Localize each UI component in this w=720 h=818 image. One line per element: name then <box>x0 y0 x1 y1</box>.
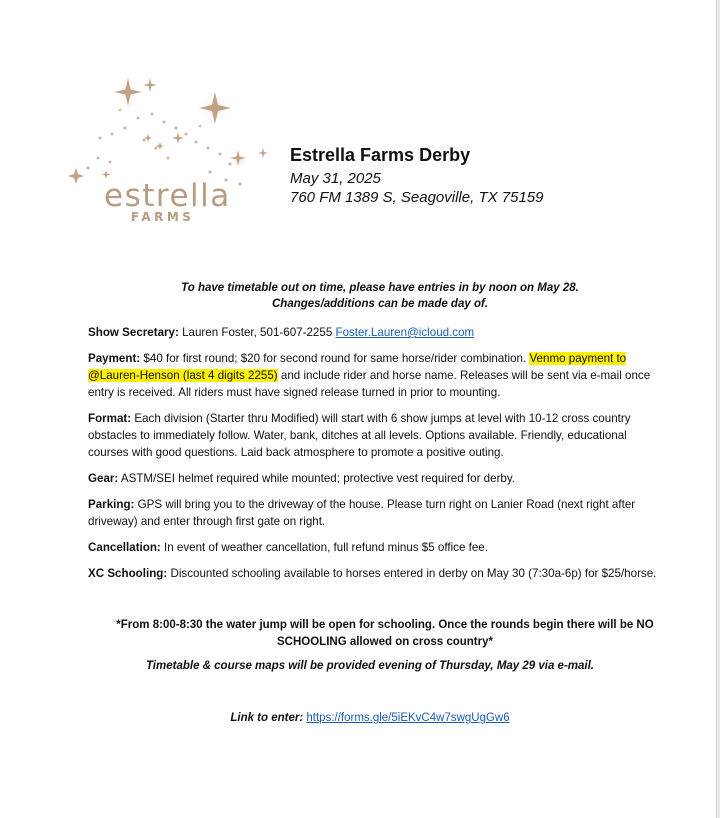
event-header <box>290 145 544 208</box>
event-title: Estrella Farms Derby <box>290 145 471 165</box>
xc-schooling-paragraph <box>88 565 658 582</box>
event-date: May 31, 2025 <box>290 170 381 187</box>
parking-text: GPS will bring you to the driveway of the house. Please turn right on Lanier Road (next right after driveway) and enter through first gate on right. <box>88 498 636 528</box>
show-secretary-label: Show Secretary: <box>88 326 179 339</box>
enter-link-line <box>80 712 660 724</box>
show-secretary-paragraph <box>88 324 658 341</box>
payment-text-1: $40 for first round; $20 for second round for same horse/rider combination. <box>140 352 530 365</box>
payment-paragraph <box>88 350 658 401</box>
water-jump-schooling-note: *From 8:00-8:30 the water jump will be open for schooling. Once the rounds begin there will be NO SCHOOLING allowed on cross country* <box>116 619 654 648</box>
entry-form-link[interactable]: https://forms.gle/5iEKvC4w7swgUgGw6 <box>306 712 510 724</box>
details-body <box>88 324 658 591</box>
venmo-highlight: Venmo payment to @Lauren-Henson (last 4 digits 2255) <box>88 352 627 382</box>
xc-schooling-label: XC Schooling: <box>88 567 168 580</box>
parking-label: Parking: <box>88 498 135 511</box>
gear-text: ASTM/SEI helmet required while mounted; protective vest required for derby. <box>118 472 516 485</box>
timetable-note: Timetable & course maps will be provided evening of Thursday, May 29 via e-mail. <box>145 660 594 672</box>
parking-paragraph <box>88 496 658 530</box>
cancellation-text: In event of weather cancellation, full refund minus $5 office fee. <box>160 541 488 554</box>
logo-wordmark: estrella <box>104 178 231 214</box>
cancellation-paragraph <box>88 539 658 556</box>
cancellation-label: Cancellation: <box>88 541 161 554</box>
xc-schooling-text: Discounted schooling available to horses entered in derby on May 30 (7:30a-6p) for $25/horse. <box>167 567 657 580</box>
format-label: Format: <box>88 412 132 425</box>
secretary-email-link[interactable]: Foster.Lauren@icloud.com <box>335 326 475 339</box>
format-text: Each division (Starter thru Modified) will start with 6 show jumps at level with 10-12 cross country obstacles to immediately follow. Water, bank, ditches at all levels. Options available. Friendly, educational courses with good questions. Laid back atmosphere to promote a positive outing. <box>88 412 631 459</box>
enter-link-label: Link to enter: <box>230 712 304 724</box>
payment-label: Payment: <box>88 352 141 365</box>
event-address: 760 FM 1389 S, Seagoville, TX 75159 <box>290 189 544 206</box>
gear-paragraph <box>88 470 658 487</box>
logo-subtitle: FARMS <box>131 210 195 224</box>
show-secretary-text: Lauren Foster, 501-607-2255 <box>178 326 336 339</box>
notice-line-2: Changes/additions can be made day of. <box>272 298 488 310</box>
payment-text-2: and include rider and horse name. Releases will be sent via e-mail once entry is received. All riders must have signed release turned in prior to mounting. <box>88 369 651 399</box>
notice-line-1: To have timetable out on time, please have entries in by noon on May 28. <box>181 282 579 294</box>
format-paragraph <box>88 410 658 461</box>
gear-label: Gear: <box>88 472 119 485</box>
entry-deadline-notice <box>60 280 700 312</box>
